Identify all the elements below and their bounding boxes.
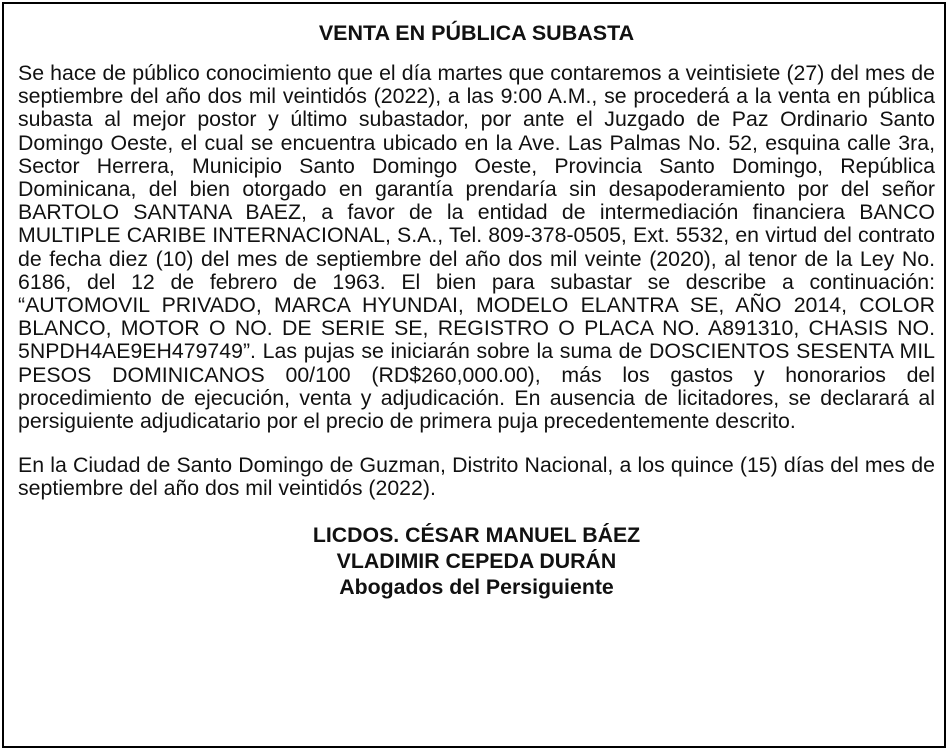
signature-line-role: Abogados del Persiguiente [339,574,614,599]
notice-title: VENTA EN PÚBLICA SUBASTA [318,21,635,45]
signature-block [18,522,935,600]
notice-closing: En la Ciudad de Santo Domingo de Guzman, Distrito Nacional, a los quince (15) días del mes de septiembre del año dos mil veintidós (2022). [18,453,935,501]
notice-body: Se hace de público conocimiento que el día martes que contaremos a veintisiete (27) del mes de septiembre del año dos mil veintidós (2022), a las 9:00 A.M., se procederá a la venta en pública subasta al mejor postor y último subastador, por ante el Juzgado de Paz Ordinario Santo Domingo Oeste, el cual se encuentra ubicado en la Ave. Las Palmas No. 52, esquina calle 3ra, Sector Herrera, Municipio Santo Domingo Oeste, Provincia Santo Domingo, República Dominicana, del bien otorgado en garantía prendaría sin desapoderamiento por del señor BARTOLO SANTANA BAEZ, a favor de la entidad de intermediación financiera BANCO MULTIPLE CARIBE INTERNACIONAL, S.A., Tel. 809-378-0505, Ext. 5532, en virtud del contrato de fecha diez (10) del mes de septiembre del año dos mil veinte (2020), al tenor de la Ley No. 6186, del 12 de febrero de 1963. El bien para subastar se describe a continuación: “AUTOMOVIL PRIVADO, MARCA HYUNDAI, MODELO ELANTRA SE, AÑO 2014, COLOR BLANCO, MOTOR O NO. DE SERIE SE, REGISTRO O PLACA NO. A891310, CHASIS NO. 5NPDH4AE9EH479749”. Las pujas se iniciarán sobre la suma de DOSCIENTOS SESENTA MIL PESOS DOMINICANOS 00/100 (RD$260,000.00), más los gastos y honorarios del procedimiento de ejecución, venta y adjudicación. En ausencia de licitadores, se declarará al persiguiente adjudicatario por el precio de primera puja precedentemente descrito. [18,61,935,434]
legal-notice [18,20,935,600]
signature-line-lawyer-2: VLADIMIR CEPEDA DURÁN [336,548,617,573]
signature-line-lawyer-1: LICDOS. CÉSAR MANUEL BÁEZ [312,522,641,547]
paragraph-spacer [18,433,935,454]
